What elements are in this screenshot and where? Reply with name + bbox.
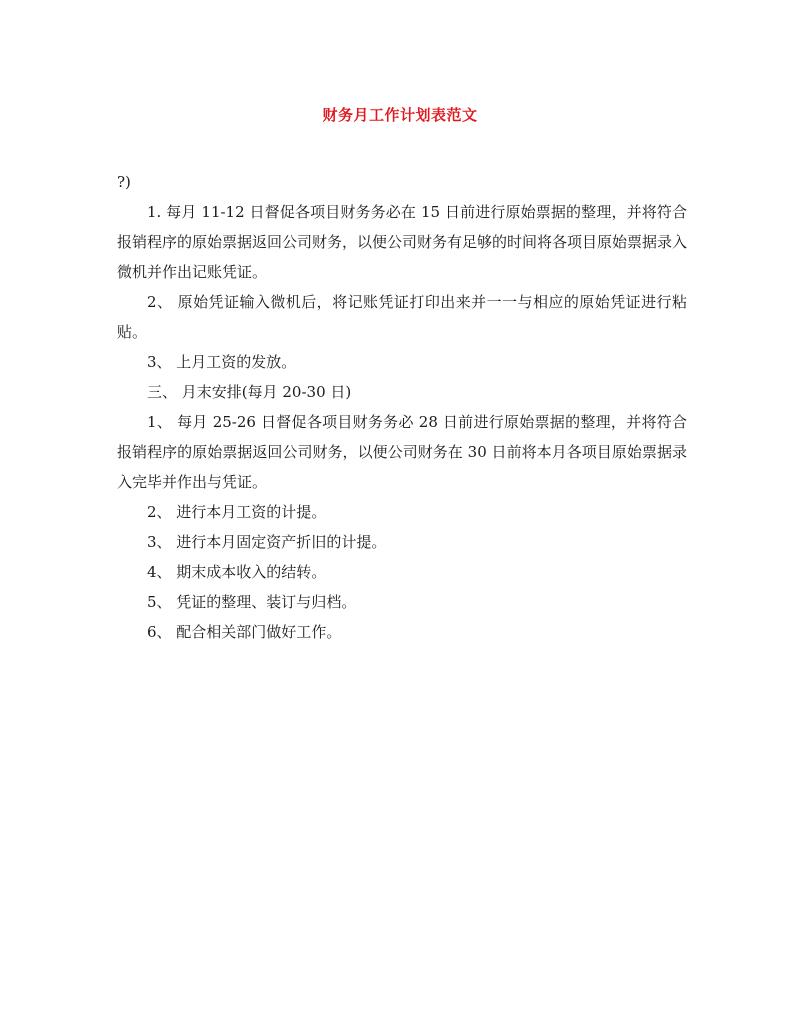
paragraph-month-end-item-5: 5、 凭证的整理、装订与归档。 [147, 593, 357, 611]
paragraph-month-end-item-4: 4、 期末成本收入的结转。 [147, 563, 327, 581]
paragraph-early-month-item-2: 2、 原始凭证输入微机后，将记账凭证打印出来并一一与相应的原始凭证进行粘贴。 [117, 293, 687, 341]
paragraph-fragment: ?) [117, 173, 131, 191]
paragraph-month-end-item-2: 2、 进行本月工资的计提。 [147, 503, 327, 521]
section-heading-month-end: 三、 月末安排(每月 20-30 日) [147, 383, 352, 401]
paragraph-early-month-item-1: 1. 每月 11-12 日督促各项目财务务必在 15 日前进行原始票据的整理，并将符合报销程序的原始票据返回公司财务，以便公司财务有足够的时间将各项目原始票据录入微机并作出记账凭证。 [117, 203, 688, 281]
paragraph-month-end-item-1: 1、 每月 25-26 日督促各项目财务务必 28 日前进行原始票据的整理，并将符合报销程序的原始票据返回公司财务，以便公司财务在 30 日前将本月各项目原始票据录入完毕并作出与凭证。 [117, 413, 687, 491]
paragraph-month-end-item-6: 6、 配合相关部门做好工作。 [147, 623, 342, 641]
document-body [117, 167, 687, 647]
paragraph-month-end-item-3: 3、 进行本月固定资产折旧的计提。 [147, 533, 387, 551]
document-title: 财务月工作计划表范文 [322, 106, 478, 124]
paragraph-early-month-item-3: 3、 上月工资的发放。 [147, 353, 297, 371]
